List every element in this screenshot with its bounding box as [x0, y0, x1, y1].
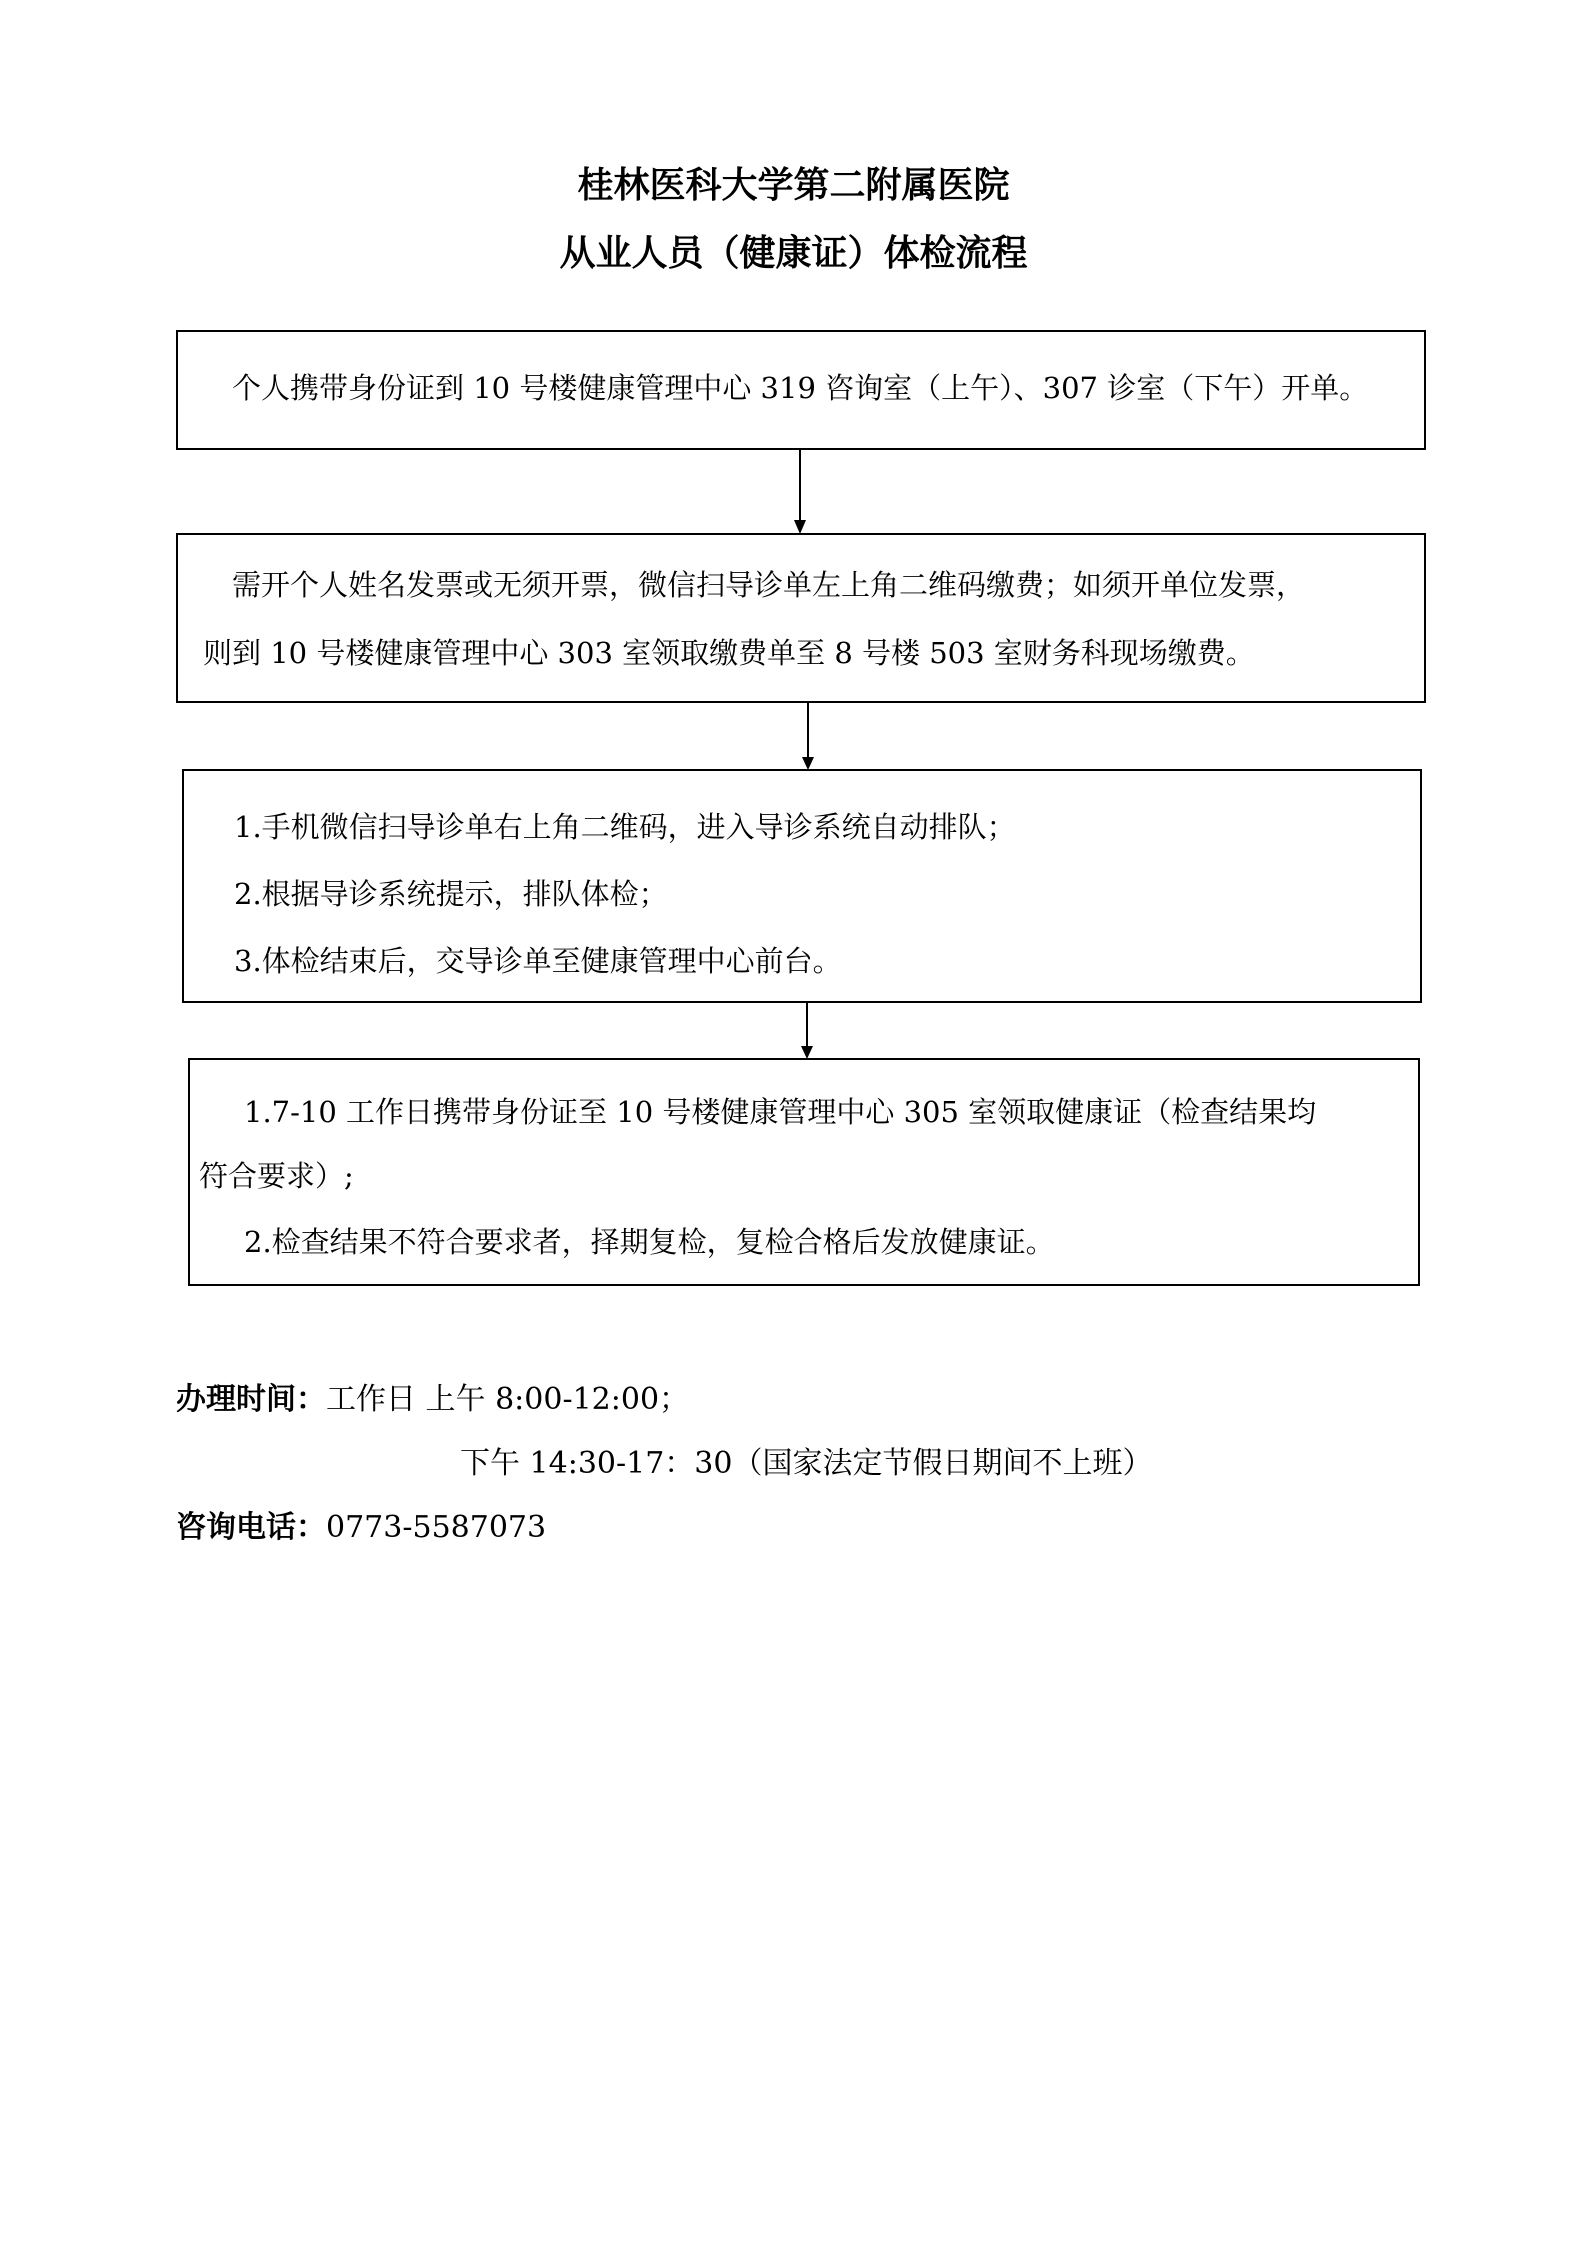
step-box-certificate — [188, 1058, 1420, 1286]
step-box-examination — [182, 769, 1422, 1003]
step-3-item-1: 1.手机微信扫导诊单右上角二维码，进入导诊系统自动排队； — [234, 810, 1016, 844]
step-2-text-line-1: 需开个人姓名发票或无须开票，微信扫导诊单左上角二维码缴费；如须开单位发票， — [232, 568, 1306, 602]
office-hours-label: 办理时间： — [176, 1382, 326, 1417]
step-3-item-3: 3.体检结束后，交导诊单至健康管理中心前台。 — [234, 944, 842, 978]
flow-arrow-2 — [798, 703, 818, 771]
office-hours-afternoon: 下午 14:30-17：30（国家法定节假日期间不上班） — [460, 1446, 1153, 1481]
step-4-item-2: 2.检查结果不符合要求者，择期复检，复检合格后发放健康证。 — [244, 1225, 1055, 1259]
office-hours-morning-value: 工作日 上午 8:00-12:00； — [326, 1382, 690, 1417]
step-4-item-1-cont: 符合要求）; — [199, 1159, 354, 1193]
step-4-item-1: 1.7-10 工作日携带身份证至 10 号楼健康管理中心 305 室领取健康证（检查结果均 — [244, 1095, 1317, 1129]
process-title: 从业人员（健康证）体检流程 — [559, 233, 1028, 274]
step-1-text: 个人携带身份证到 10 号楼健康管理中心 319 咨询室（上午）、307 诊室（下午）开单。 — [232, 371, 1369, 405]
hospital-name: 桂林医科大学第二附属医院 — [577, 165, 1010, 206]
step-box-registration — [176, 330, 1426, 450]
consultation-phone — [176, 1508, 546, 1548]
step-3-item-2: 2.根据导诊系统提示，排队体检； — [234, 877, 668, 911]
step-2-text-line-2: 则到 10 号楼健康管理中心 303 室领取缴费单至 8 号楼 503 室财务科现场缴费。 — [203, 636, 1255, 670]
flow-arrow-1 — [790, 450, 810, 535]
flow-arrow-3 — [797, 1003, 817, 1060]
phone-label: 咨询电话： — [176, 1510, 326, 1545]
step-box-payment — [176, 533, 1426, 703]
phone-number: 0773-5587073 — [326, 1510, 547, 1545]
office-hours-morning — [176, 1380, 689, 1420]
